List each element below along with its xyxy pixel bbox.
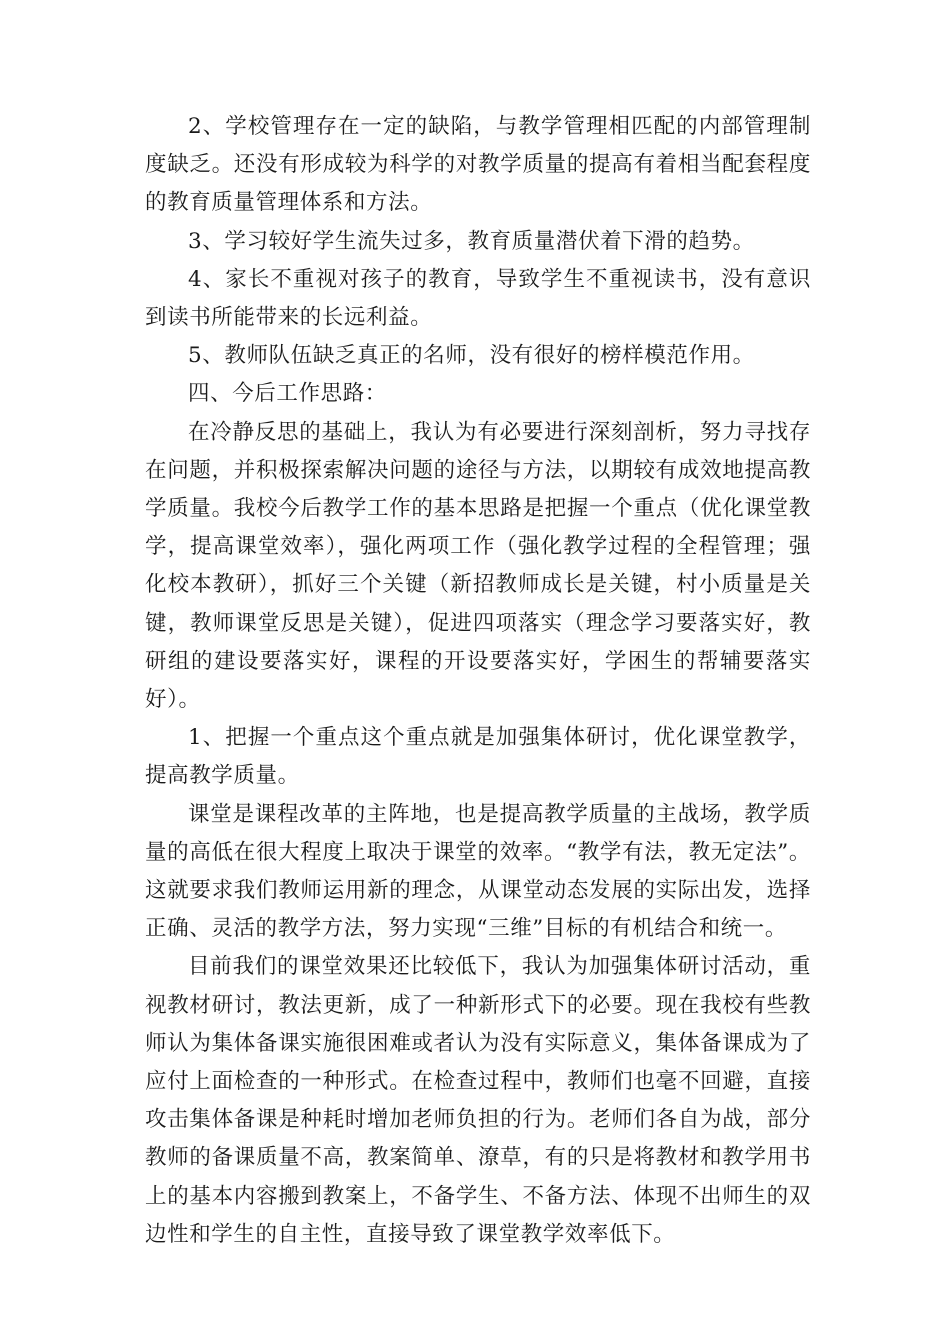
paragraph-key-point-1: 1、把握一个重点这个重点就是加强集体研讨，优化课堂教学，提高教学质量。 (145, 725, 811, 789)
paragraph-classroom: 课堂是课程改革的主阵地，也是提高教学质量的主战场，教学质量的高低在很大程度上取决于课堂的效率。“教学有法，教无定法”。这就要求我们教师运用新的理念，从课堂动态发展的实际出发，选择正确、灵活的教学方法，努力实现“三维”目标的有机结合和统一。 (145, 801, 811, 942)
paragraph-problem-4: 4、家长不重视对孩子的教育，导致学生不重视读书，没有意识到读书所能带来的长远利益。 (145, 266, 811, 331)
paragraph-current-status: 目前我们的课堂效果还比较低下，我认为加强集体研讨活动，重视教材研讨，教法更新，成了一种新形式下的必要。现在我校有些教师认为集体备课实施很困难或者认为没有实际意义，集体备课成为了应付上面检查的一种形式。在检查过程中，教师们也毫不回避，直接攻击集体备课是种耗时增加老师负担的行为。老师们各自为战，部分教师的备课质量不高，教案简单、潦草，有的只是将教材和教学用书上的基本内容搬到教案上，不备学生、不备方法、体现不出师生的双边性和学生的自主性，直接导致了课堂教学效率低下。 (145, 954, 811, 1247)
section-heading-future-work: 四、今后工作思路： (188, 381, 387, 407)
paragraph-problem-2: 2、学校管理存在一定的缺陷，与教学管理相匹配的内部管理制度缺乏。还没有形成较为科学的对教学质量的提高有着相当配套程度的教育质量管理体系和方法。 (145, 114, 811, 216)
paragraph-problem-5: 5、教师队伍缺乏真正的名师，没有很好的榜样模范作用。 (188, 343, 755, 369)
paragraph-overview: 在冷静反思的基础上，我认为有必要进行深刻剖析，努力寻找存在问题，并积极探索解决问题的途径与方法，以期较有成效地提高教学质量。我校今后教学工作的基本思路是把握一个重点（优化课堂教学，提高课堂效率），强化两项工作（强化教学过程的全程管理；强化校本教研），抓好三个关键（新招教师成长是关键，村小质量是关键，教师课堂反思是关键），促进四项落实（理念学习要落实好，教研组的建设要落实好，课程的开设要落实好，学困生的帮辅要落实好）。 (145, 419, 811, 713)
document-body (145, 108, 811, 1254)
paragraph-problem-3: 3、学习较好学生流失过多，教育质量潜伏着下滑的趋势。 (188, 228, 755, 254)
